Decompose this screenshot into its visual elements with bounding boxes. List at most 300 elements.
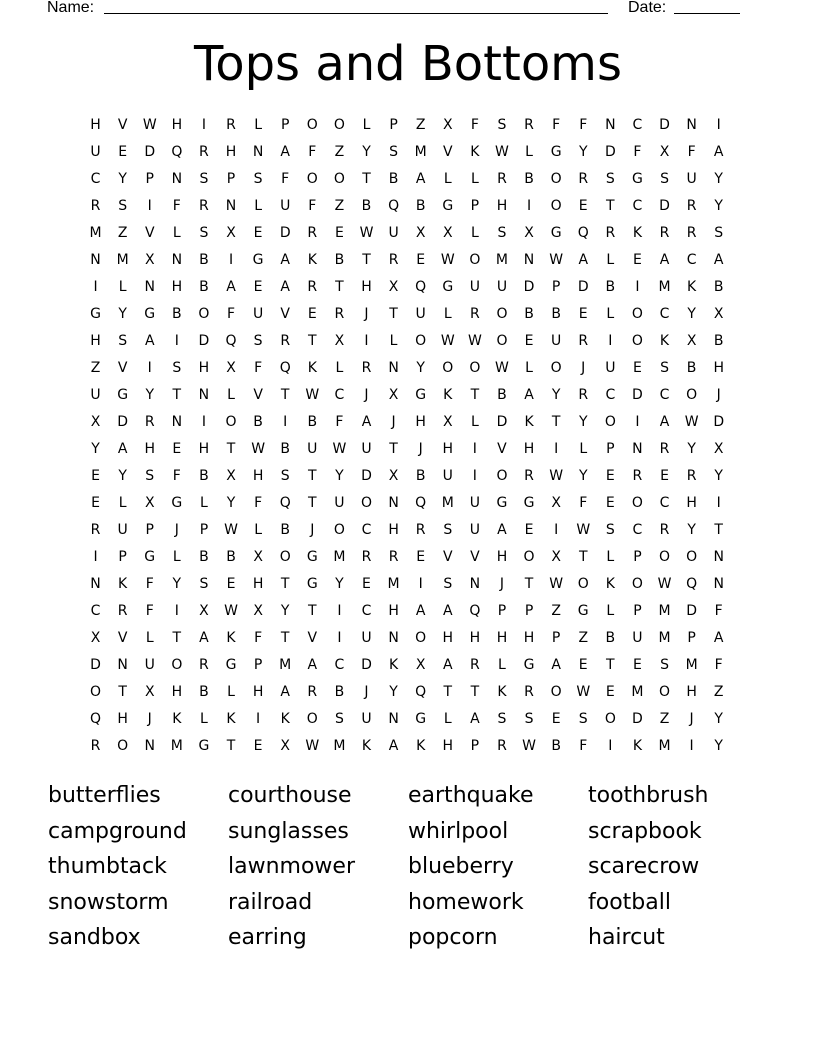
grid-cell[interactable]: W <box>251 441 266 457</box>
grid-cell[interactable]: T <box>280 630 290 646</box>
grid-cell[interactable]: X <box>253 603 263 619</box>
grid-cell[interactable]: U <box>632 630 643 646</box>
grid-cell[interactable]: H <box>523 630 535 646</box>
grid-cell[interactable]: X <box>659 144 670 160</box>
grid-cell[interactable]: N <box>713 549 724 565</box>
grid-cell[interactable]: L <box>145 630 154 646</box>
grid-cell[interactable]: L <box>227 684 235 700</box>
grid-cell[interactable]: G <box>523 495 535 511</box>
grid-cell[interactable]: F <box>687 144 696 160</box>
grid-cell[interactable]: Q <box>686 576 698 592</box>
grid-cell[interactable]: B <box>713 279 724 295</box>
grid-cell[interactable]: D <box>632 387 643 403</box>
grid-cell[interactable]: W <box>549 576 564 592</box>
grid-cell[interactable]: E <box>632 657 642 673</box>
grid-cell[interactable]: U <box>361 441 372 457</box>
grid-cell[interactable]: W <box>142 117 157 133</box>
grid-cell[interactable]: G <box>252 252 264 268</box>
grid-cell[interactable]: H <box>442 738 454 754</box>
grid-cell[interactable]: H <box>90 117 101 133</box>
grid-cell[interactable]: Y <box>118 171 127 187</box>
grid-cell[interactable]: Y <box>91 441 100 457</box>
grid-cell[interactable]: N <box>632 441 643 457</box>
grid-cell[interactable]: R <box>524 117 534 133</box>
grid-cell[interactable]: O <box>604 414 616 430</box>
grid-cell[interactable]: I <box>93 549 98 565</box>
grid-cell[interactable]: I <box>283 414 288 430</box>
grid-cell[interactable]: G <box>550 225 562 241</box>
grid-cell[interactable]: R <box>415 522 426 538</box>
grid-cell[interactable]: D <box>632 711 643 727</box>
grid-cell[interactable]: I <box>256 711 261 727</box>
grid-cell[interactable]: F <box>308 198 317 214</box>
grid-cell[interactable]: Y <box>416 360 425 376</box>
grid-cell[interactable]: R <box>90 738 101 754</box>
grid-cell[interactable]: D <box>198 333 210 349</box>
grid-cell[interactable]: T <box>524 576 534 592</box>
grid-cell[interactable]: R <box>469 657 480 673</box>
grid-cell[interactable]: J <box>418 441 423 457</box>
grid-cell[interactable]: A <box>361 414 372 430</box>
grid-cell[interactable]: L <box>200 495 208 511</box>
grid-cell[interactable]: L <box>118 495 127 511</box>
grid-cell[interactable]: T <box>308 468 317 484</box>
grid-cell[interactable]: C <box>659 495 670 511</box>
grid-cell[interactable]: O <box>415 630 427 646</box>
grid-cell[interactable]: B <box>199 252 209 268</box>
grid-cell[interactable]: E <box>118 144 128 160</box>
grid-cell[interactable]: R <box>632 468 643 484</box>
grid-cell[interactable]: Y <box>714 738 723 754</box>
grid-cell[interactable]: I <box>174 603 179 619</box>
grid-cell[interactable]: C <box>90 603 101 619</box>
grid-cell[interactable]: V <box>117 360 128 376</box>
grid-cell[interactable]: L <box>606 252 615 268</box>
grid-cell[interactable]: P <box>199 522 209 538</box>
grid-cell[interactable]: F <box>308 144 317 160</box>
grid-cell[interactable]: U <box>144 657 155 673</box>
grid-cell[interactable]: O <box>604 711 616 727</box>
grid-cell[interactable]: O <box>333 522 345 538</box>
grid-cell[interactable]: O <box>333 171 345 187</box>
grid-cell[interactable]: K <box>307 360 317 376</box>
grid-cell[interactable]: U <box>388 225 399 241</box>
grid-cell[interactable]: A <box>415 171 426 187</box>
grid-cell[interactable]: A <box>713 630 724 646</box>
grid-cell[interactable]: Y <box>714 711 723 727</box>
grid-cell[interactable]: A <box>659 252 670 268</box>
grid-cell[interactable]: S <box>253 171 263 187</box>
grid-cell[interactable]: I <box>716 495 721 511</box>
grid-cell[interactable]: O <box>171 657 183 673</box>
grid-cell[interactable]: B <box>199 279 209 295</box>
grid-cell[interactable]: F <box>552 117 561 133</box>
grid-cell[interactable]: E <box>578 657 588 673</box>
grid-cell[interactable]: X <box>388 468 399 484</box>
grid-cell[interactable]: B <box>605 279 616 295</box>
grid-cell[interactable]: X <box>442 414 453 430</box>
grid-cell[interactable]: S <box>497 117 507 133</box>
grid-cell[interactable]: B <box>524 306 534 322</box>
grid-cell[interactable]: Y <box>687 306 696 322</box>
grid-cell[interactable]: D <box>686 603 697 619</box>
grid-cell[interactable]: E <box>632 360 642 376</box>
grid-cell[interactable]: I <box>716 117 721 133</box>
grid-cell[interactable]: Q <box>225 333 237 349</box>
grid-cell[interactable]: G <box>415 387 427 403</box>
grid-cell[interactable]: N <box>171 414 183 430</box>
grid-cell[interactable]: N <box>198 387 210 403</box>
grid-cell[interactable]: G <box>496 495 508 511</box>
grid-cell[interactable]: S <box>118 198 128 214</box>
grid-cell[interactable]: H <box>686 684 697 700</box>
grid-cell[interactable]: H <box>225 144 237 160</box>
grid-cell[interactable]: H <box>198 441 210 457</box>
grid-cell[interactable]: Q <box>388 198 400 214</box>
grid-cell[interactable]: D <box>361 468 372 484</box>
grid-cell[interactable]: C <box>334 387 345 403</box>
grid-cell[interactable]: A <box>226 279 236 295</box>
grid-cell[interactable]: M <box>658 630 671 646</box>
grid-cell[interactable]: U <box>469 522 480 538</box>
grid-cell[interactable]: T <box>226 441 236 457</box>
grid-cell[interactable]: F <box>470 117 479 133</box>
grid-cell[interactable]: M <box>170 738 183 754</box>
grid-cell[interactable]: X <box>90 414 101 430</box>
grid-cell[interactable]: Y <box>280 603 290 619</box>
grid-cell[interactable]: P <box>633 603 642 619</box>
grid-cell[interactable]: K <box>470 144 480 160</box>
grid-cell[interactable]: Y <box>226 495 236 511</box>
grid-cell[interactable]: W <box>440 333 455 349</box>
grid-cell[interactable]: S <box>605 522 615 538</box>
grid-cell[interactable]: W <box>305 738 320 754</box>
grid-cell[interactable]: S <box>714 225 724 241</box>
grid-cell[interactable]: B <box>551 738 561 754</box>
grid-cell[interactable]: U <box>469 279 480 295</box>
grid-cell[interactable]: K <box>307 252 317 268</box>
grid-cell[interactable]: S <box>199 171 209 187</box>
grid-cell[interactable]: A <box>470 711 480 727</box>
grid-cell[interactable]: I <box>554 441 559 457</box>
grid-cell[interactable]: Z <box>334 198 345 214</box>
grid-cell[interactable]: B <box>199 684 209 700</box>
grid-cell[interactable]: A <box>442 657 453 673</box>
grid-cell[interactable]: W <box>576 522 591 538</box>
grid-cell[interactable]: E <box>605 495 615 511</box>
grid-cell[interactable]: W <box>224 522 238 538</box>
grid-cell[interactable]: P <box>470 198 480 214</box>
grid-cell[interactable]: Y <box>714 198 723 214</box>
grid-cell[interactable]: G <box>225 657 237 673</box>
grid-cell[interactable]: I <box>472 468 477 484</box>
grid-cell[interactable]: A <box>497 522 507 538</box>
grid-cell[interactable]: N <box>171 171 183 187</box>
grid-cell[interactable]: J <box>499 576 505 592</box>
grid-cell[interactable]: T <box>389 306 398 322</box>
grid-cell[interactable]: L <box>443 171 452 187</box>
grid-cell[interactable]: L <box>118 279 127 295</box>
grid-cell[interactable]: Q <box>415 495 427 511</box>
grid-cell[interactable]: L <box>470 414 479 430</box>
grid-cell[interactable]: V <box>117 630 128 646</box>
grid-cell[interactable]: R <box>497 738 507 754</box>
grid-cell[interactable]: Y <box>362 144 371 160</box>
grid-cell[interactable]: S <box>172 360 182 376</box>
grid-cell[interactable]: K <box>497 684 507 700</box>
grid-cell[interactable]: H <box>361 279 372 295</box>
grid-cell[interactable]: S <box>118 333 128 349</box>
grid-cell[interactable]: O <box>550 171 562 187</box>
grid-cell[interactable]: U <box>415 306 426 322</box>
grid-cell[interactable]: L <box>362 117 371 133</box>
grid-cell[interactable]: O <box>577 576 589 592</box>
grid-cell[interactable]: R <box>524 468 534 484</box>
grid-cell[interactable]: R <box>686 225 697 241</box>
grid-cell[interactable]: X <box>226 468 236 484</box>
grid-cell[interactable]: H <box>686 495 697 511</box>
grid-cell[interactable]: O <box>496 306 508 322</box>
grid-cell[interactable]: B <box>199 468 209 484</box>
grid-cell[interactable]: U <box>334 495 345 511</box>
grid-cell[interactable]: J <box>364 684 369 700</box>
grid-cell[interactable]: U <box>90 144 101 160</box>
grid-cell[interactable]: E <box>334 225 344 241</box>
grid-cell[interactable]: Q <box>415 684 427 700</box>
grid-cell[interactable]: R <box>307 684 318 700</box>
grid-cell[interactable]: Y <box>578 414 588 430</box>
grid-cell[interactable]: K <box>280 711 290 727</box>
grid-cell[interactable]: F <box>714 603 723 619</box>
grid-cell[interactable]: N <box>686 117 697 133</box>
grid-cell[interactable]: S <box>578 711 588 727</box>
grid-cell[interactable]: I <box>554 522 559 538</box>
grid-cell[interactable]: Q <box>279 495 291 511</box>
grid-cell[interactable]: T <box>606 657 615 673</box>
grid-cell[interactable]: O <box>117 738 129 754</box>
grid-cell[interactable]: W <box>522 738 536 754</box>
grid-cell[interactable]: O <box>198 306 210 322</box>
grid-cell[interactable]: X <box>686 333 697 349</box>
grid-cell[interactable]: O <box>523 549 535 565</box>
grid-cell[interactable]: C <box>659 387 670 403</box>
grid-cell[interactable]: F <box>254 495 263 511</box>
grid-cell[interactable]: X <box>90 630 101 646</box>
grid-cell[interactable]: V <box>442 549 453 565</box>
grid-cell[interactable]: K <box>687 279 697 295</box>
grid-cell[interactable]: W <box>332 441 347 457</box>
grid-cell[interactable]: L <box>606 306 615 322</box>
grid-cell[interactable]: R <box>361 360 372 376</box>
grid-cell[interactable]: X <box>713 441 724 457</box>
grid-cell[interactable]: H <box>713 360 724 376</box>
grid-cell[interactable]: F <box>579 495 588 511</box>
grid-cell[interactable]: H <box>442 441 454 457</box>
grid-cell[interactable]: Y <box>118 306 127 322</box>
grid-cell[interactable]: W <box>549 468 564 484</box>
grid-cell[interactable]: B <box>361 198 372 214</box>
grid-cell[interactable]: M <box>495 252 508 268</box>
grid-cell[interactable]: O <box>469 252 481 268</box>
grid-cell[interactable]: N <box>225 198 237 214</box>
grid-cell[interactable]: E <box>524 522 534 538</box>
grid-cell[interactable]: I <box>337 630 342 646</box>
grid-cell[interactable]: S <box>660 171 669 187</box>
grid-cell[interactable]: C <box>334 657 345 673</box>
grid-cell[interactable]: R <box>388 549 399 565</box>
grid-cell[interactable]: E <box>226 576 236 592</box>
grid-cell[interactable]: V <box>144 225 155 241</box>
grid-cell[interactable]: M <box>279 657 292 673</box>
grid-cell[interactable]: F <box>226 306 236 322</box>
grid-cell[interactable]: R <box>307 279 318 295</box>
grid-cell[interactable]: E <box>253 279 263 295</box>
grid-cell[interactable]: I <box>635 279 640 295</box>
grid-cell[interactable]: K <box>632 225 643 241</box>
grid-cell[interactable]: G <box>306 576 318 592</box>
grid-cell[interactable]: W <box>495 360 509 376</box>
grid-cell[interactable]: T <box>714 522 723 538</box>
grid-cell[interactable]: E <box>578 198 588 214</box>
grid-cell[interactable]: S <box>660 657 669 673</box>
grid-cell[interactable]: U <box>117 522 128 538</box>
grid-cell[interactable]: V <box>280 306 290 322</box>
grid-cell[interactable]: D <box>361 657 372 673</box>
grid-cell[interactable]: F <box>172 198 181 214</box>
grid-cell[interactable]: C <box>659 306 670 322</box>
grid-cell[interactable]: H <box>496 630 508 646</box>
grid-cell[interactable]: D <box>496 414 508 430</box>
grid-cell[interactable]: P <box>633 549 642 565</box>
grid-cell[interactable]: I <box>689 738 694 754</box>
grid-cell[interactable]: X <box>199 603 209 619</box>
grid-cell[interactable]: X <box>280 738 290 754</box>
grid-cell[interactable]: Y <box>687 441 696 457</box>
grid-cell[interactable]: T <box>362 252 371 268</box>
grid-cell[interactable]: P <box>524 603 534 619</box>
grid-cell[interactable]: R <box>199 198 209 214</box>
grid-cell[interactable]: T <box>335 279 344 295</box>
grid-cell[interactable]: O <box>279 549 291 565</box>
grid-cell[interactable]: L <box>200 711 208 727</box>
grid-cell[interactable]: L <box>172 549 181 565</box>
grid-cell[interactable]: R <box>199 144 209 160</box>
grid-cell[interactable]: Z <box>334 144 345 160</box>
grid-cell[interactable]: R <box>659 441 670 457</box>
grid-cell[interactable]: Y <box>145 387 155 403</box>
grid-cell[interactable]: D <box>713 414 725 430</box>
grid-cell[interactable]: T <box>308 603 317 619</box>
grid-cell[interactable]: B <box>280 522 290 538</box>
grid-cell[interactable]: A <box>524 387 534 403</box>
grid-cell[interactable]: N <box>388 495 399 511</box>
grid-cell[interactable]: E <box>605 684 615 700</box>
grid-cell[interactable]: M <box>658 279 671 295</box>
grid-cell[interactable]: P <box>118 549 127 565</box>
grid-cell[interactable]: A <box>199 630 209 646</box>
grid-cell[interactable]: V <box>307 630 318 646</box>
grid-cell[interactable]: M <box>89 225 102 241</box>
grid-cell[interactable]: R <box>388 252 399 268</box>
grid-cell[interactable]: W <box>359 225 374 241</box>
grid-cell[interactable]: M <box>658 738 671 754</box>
grid-cell[interactable]: G <box>90 306 101 322</box>
grid-cell[interactable]: D <box>604 144 616 160</box>
grid-cell[interactable]: D <box>523 279 535 295</box>
grid-cell[interactable]: T <box>443 684 453 700</box>
grid-cell[interactable]: H <box>198 360 210 376</box>
grid-cell[interactable]: O <box>306 171 318 187</box>
grid-cell[interactable]: I <box>174 333 179 349</box>
grid-cell[interactable]: A <box>713 252 724 268</box>
grid-cell[interactable]: A <box>307 657 318 673</box>
grid-cell[interactable]: I <box>608 333 613 349</box>
grid-cell[interactable]: O <box>306 117 318 133</box>
grid-cell[interactable]: X <box>442 225 453 241</box>
grid-cell[interactable]: T <box>172 630 182 646</box>
grid-cell[interactable]: E <box>172 441 182 457</box>
grid-cell[interactable]: E <box>551 711 561 727</box>
grid-cell[interactable]: J <box>581 360 586 376</box>
grid-cell[interactable]: N <box>171 252 183 268</box>
grid-cell[interactable]: T <box>470 684 480 700</box>
grid-cell[interactable]: S <box>443 522 453 538</box>
grid-cell[interactable]: B <box>551 306 561 322</box>
grid-cell[interactable]: X <box>524 225 534 241</box>
grid-cell[interactable]: Q <box>415 279 427 295</box>
grid-cell[interactable]: W <box>467 333 482 349</box>
grid-cell[interactable]: L <box>525 360 533 376</box>
grid-cell[interactable]: K <box>416 738 426 754</box>
grid-cell[interactable]: B <box>334 252 345 268</box>
grid-cell[interactable]: D <box>659 198 670 214</box>
grid-cell[interactable]: X <box>388 387 399 403</box>
grid-cell[interactable]: X <box>551 549 561 565</box>
grid-cell[interactable]: L <box>498 657 506 673</box>
grid-cell[interactable]: N <box>523 252 535 268</box>
grid-cell[interactable]: S <box>497 711 507 727</box>
grid-cell[interactable]: L <box>525 144 533 160</box>
grid-cell[interactable]: L <box>470 171 479 187</box>
grid-cell[interactable]: K <box>226 630 236 646</box>
grid-cell[interactable]: M <box>631 684 644 700</box>
grid-cell[interactable]: G <box>117 387 129 403</box>
grid-cell[interactable]: A <box>280 252 290 268</box>
grid-cell[interactable]: H <box>442 630 454 646</box>
grid-cell[interactable]: R <box>497 171 507 187</box>
grid-cell[interactable]: Q <box>577 225 589 241</box>
grid-cell[interactable]: L <box>470 225 479 241</box>
grid-cell[interactable]: O <box>496 468 508 484</box>
grid-cell[interactable]: Z <box>415 117 426 133</box>
grid-cell[interactable]: K <box>388 657 399 673</box>
grid-cell[interactable]: P <box>280 117 290 133</box>
grid-cell[interactable]: E <box>253 225 263 241</box>
grid-cell[interactable]: A <box>280 144 290 160</box>
grid-cell[interactable]: F <box>145 576 154 592</box>
grid-cell[interactable]: J <box>310 522 315 538</box>
grid-cell[interactable]: B <box>415 468 426 484</box>
grid-cell[interactable]: A <box>578 252 589 268</box>
grid-cell[interactable]: I <box>337 603 342 619</box>
grid-cell[interactable]: H <box>90 333 101 349</box>
grid-cell[interactable]: L <box>389 333 398 349</box>
grid-cell[interactable]: O <box>659 549 671 565</box>
grid-cell[interactable]: R <box>90 198 101 214</box>
grid-cell[interactable]: R <box>686 468 697 484</box>
grid-cell[interactable]: R <box>659 522 670 538</box>
grid-cell[interactable]: T <box>308 333 317 349</box>
